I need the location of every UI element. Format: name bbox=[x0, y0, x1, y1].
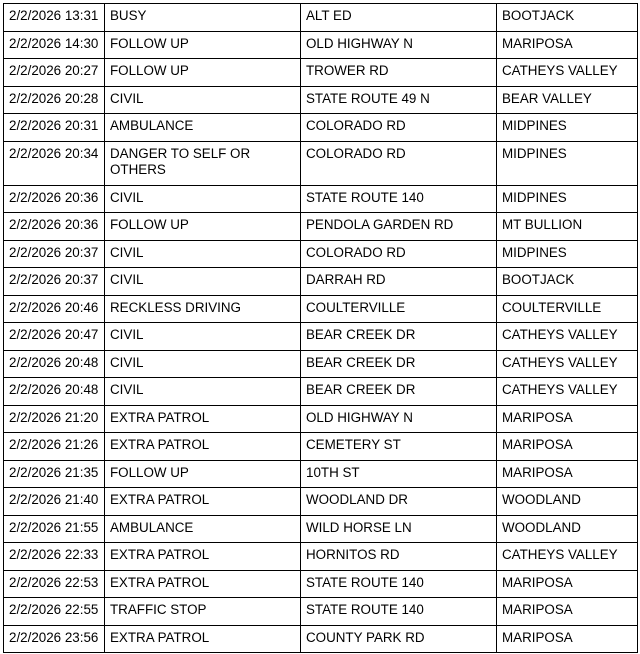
area-cell: CATHEYS VALLEY bbox=[497, 323, 638, 351]
call-type-cell: EXTRA PATROL bbox=[105, 625, 301, 653]
table-row bbox=[4, 350, 638, 378]
incident-log-body bbox=[4, 4, 638, 653]
street-cell: STATE ROUTE 49 N bbox=[301, 86, 497, 114]
call-type-cell: CIVIL bbox=[105, 323, 301, 351]
table-row bbox=[4, 4, 638, 32]
datetime-cell: 2/2/2026 22:53 bbox=[4, 570, 105, 598]
call-type-cell: EXTRA PATROL bbox=[105, 488, 301, 516]
call-type-cell: FOLLOW UP bbox=[105, 59, 301, 87]
street-cell: HORNITOS RD bbox=[301, 543, 497, 571]
street-cell: 10TH ST bbox=[301, 460, 497, 488]
datetime-cell: 2/2/2026 22:55 bbox=[4, 598, 105, 626]
street-cell: COUNTY PARK RD bbox=[301, 625, 497, 653]
call-type-cell: CIVIL bbox=[105, 185, 301, 213]
street-cell: ALT ED bbox=[301, 4, 497, 32]
area-cell: MARIPOSA bbox=[497, 433, 638, 461]
table-row bbox=[4, 598, 638, 626]
street-cell: COLORADO RD bbox=[301, 240, 497, 268]
street-cell: WILD HORSE LN bbox=[301, 515, 497, 543]
table-row bbox=[4, 543, 638, 571]
street-cell: PENDOLA GARDEN RD bbox=[301, 213, 497, 241]
street-cell: DARRAH RD bbox=[301, 268, 497, 296]
table-row bbox=[4, 31, 638, 59]
area-cell: MIDPINES bbox=[497, 141, 638, 185]
call-type-cell: AMBULANCE bbox=[105, 515, 301, 543]
incident-log-table bbox=[3, 3, 638, 653]
datetime-cell: 2/2/2026 13:31 bbox=[4, 4, 105, 32]
area-cell: MIDPINES bbox=[497, 240, 638, 268]
datetime-cell: 2/2/2026 21:35 bbox=[4, 460, 105, 488]
datetime-cell: 2/2/2026 20:48 bbox=[4, 350, 105, 378]
datetime-cell: 2/2/2026 21:55 bbox=[4, 515, 105, 543]
datetime-cell: 2/2/2026 20:46 bbox=[4, 295, 105, 323]
table-row bbox=[4, 323, 638, 351]
table-row bbox=[4, 240, 638, 268]
datetime-cell: 2/2/2026 20:48 bbox=[4, 378, 105, 406]
table-row bbox=[4, 488, 638, 516]
table-row bbox=[4, 405, 638, 433]
street-cell: STATE ROUTE 140 bbox=[301, 185, 497, 213]
area-cell: MARIPOSA bbox=[497, 598, 638, 626]
area-cell: BOOTJACK bbox=[497, 4, 638, 32]
area-cell: MARIPOSA bbox=[497, 570, 638, 598]
area-cell: CATHEYS VALLEY bbox=[497, 543, 638, 571]
area-cell: CATHEYS VALLEY bbox=[497, 378, 638, 406]
datetime-cell: 2/2/2026 20:27 bbox=[4, 59, 105, 87]
street-cell: BEAR CREEK DR bbox=[301, 350, 497, 378]
street-cell: COULTERVILLE bbox=[301, 295, 497, 323]
area-cell: MARIPOSA bbox=[497, 405, 638, 433]
datetime-cell: 2/2/2026 20:47 bbox=[4, 323, 105, 351]
table-row bbox=[4, 268, 638, 296]
datetime-cell: 2/2/2026 20:37 bbox=[4, 268, 105, 296]
table-row bbox=[4, 433, 638, 461]
call-type-cell: FOLLOW UP bbox=[105, 460, 301, 488]
street-cell: CEMETERY ST bbox=[301, 433, 497, 461]
datetime-cell: 2/2/2026 23:56 bbox=[4, 625, 105, 653]
table-row bbox=[4, 295, 638, 323]
table-row bbox=[4, 86, 638, 114]
table-row bbox=[4, 114, 638, 142]
call-type-cell: BUSY bbox=[105, 4, 301, 32]
call-type-cell: CIVIL bbox=[105, 86, 301, 114]
table-row bbox=[4, 59, 638, 87]
area-cell: MT BULLION bbox=[497, 213, 638, 241]
table-row bbox=[4, 378, 638, 406]
table-row bbox=[4, 185, 638, 213]
area-cell: MARIPOSA bbox=[497, 31, 638, 59]
datetime-cell: 2/2/2026 20:36 bbox=[4, 185, 105, 213]
area-cell: MIDPINES bbox=[497, 114, 638, 142]
datetime-cell: 2/2/2026 21:20 bbox=[4, 405, 105, 433]
call-type-cell: CIVIL bbox=[105, 268, 301, 296]
street-cell: WOODLAND DR bbox=[301, 488, 497, 516]
area-cell: MARIPOSA bbox=[497, 625, 638, 653]
street-cell: TROWER RD bbox=[301, 59, 497, 87]
street-cell: BEAR CREEK DR bbox=[301, 323, 497, 351]
datetime-cell: 2/2/2026 14:30 bbox=[4, 31, 105, 59]
call-type-cell: EXTRA PATROL bbox=[105, 405, 301, 433]
call-type-cell: EXTRA PATROL bbox=[105, 433, 301, 461]
table-row bbox=[4, 625, 638, 653]
area-cell: MARIPOSA bbox=[497, 460, 638, 488]
street-cell: OLD HIGHWAY N bbox=[301, 405, 497, 433]
datetime-cell: 2/2/2026 20:31 bbox=[4, 114, 105, 142]
call-type-cell: DANGER TO SELF OR OTHERS bbox=[105, 141, 301, 185]
street-cell: OLD HIGHWAY N bbox=[301, 31, 497, 59]
street-cell: COLORADO RD bbox=[301, 114, 497, 142]
table-row bbox=[4, 141, 638, 185]
table-row bbox=[4, 515, 638, 543]
datetime-cell: 2/2/2026 20:37 bbox=[4, 240, 105, 268]
area-cell: BOOTJACK bbox=[497, 268, 638, 296]
call-type-cell: CIVIL bbox=[105, 350, 301, 378]
call-type-cell: AMBULANCE bbox=[105, 114, 301, 142]
street-cell: STATE ROUTE 140 bbox=[301, 598, 497, 626]
table-row bbox=[4, 570, 638, 598]
call-type-cell: FOLLOW UP bbox=[105, 213, 301, 241]
area-cell: WOODLAND bbox=[497, 488, 638, 516]
area-cell: WOODLAND bbox=[497, 515, 638, 543]
call-type-cell: FOLLOW UP bbox=[105, 31, 301, 59]
datetime-cell: 2/2/2026 22:33 bbox=[4, 543, 105, 571]
area-cell: BEAR VALLEY bbox=[497, 86, 638, 114]
datetime-cell: 2/2/2026 21:40 bbox=[4, 488, 105, 516]
call-type-cell: EXTRA PATROL bbox=[105, 570, 301, 598]
datetime-cell: 2/2/2026 20:28 bbox=[4, 86, 105, 114]
table-row bbox=[4, 460, 638, 488]
table-row bbox=[4, 213, 638, 241]
area-cell: CATHEYS VALLEY bbox=[497, 59, 638, 87]
call-type-cell: CIVIL bbox=[105, 378, 301, 406]
call-type-cell: TRAFFIC STOP bbox=[105, 598, 301, 626]
street-cell: BEAR CREEK DR bbox=[301, 378, 497, 406]
datetime-cell: 2/2/2026 21:26 bbox=[4, 433, 105, 461]
datetime-cell: 2/2/2026 20:36 bbox=[4, 213, 105, 241]
area-cell: COULTERVILLE bbox=[497, 295, 638, 323]
datetime-cell: 2/2/2026 20:34 bbox=[4, 141, 105, 185]
street-cell: COLORADO RD bbox=[301, 141, 497, 185]
area-cell: MIDPINES bbox=[497, 185, 638, 213]
call-type-cell: RECKLESS DRIVING bbox=[105, 295, 301, 323]
call-type-cell: EXTRA PATROL bbox=[105, 543, 301, 571]
street-cell: STATE ROUTE 140 bbox=[301, 570, 497, 598]
area-cell: CATHEYS VALLEY bbox=[497, 350, 638, 378]
call-type-cell: CIVIL bbox=[105, 240, 301, 268]
